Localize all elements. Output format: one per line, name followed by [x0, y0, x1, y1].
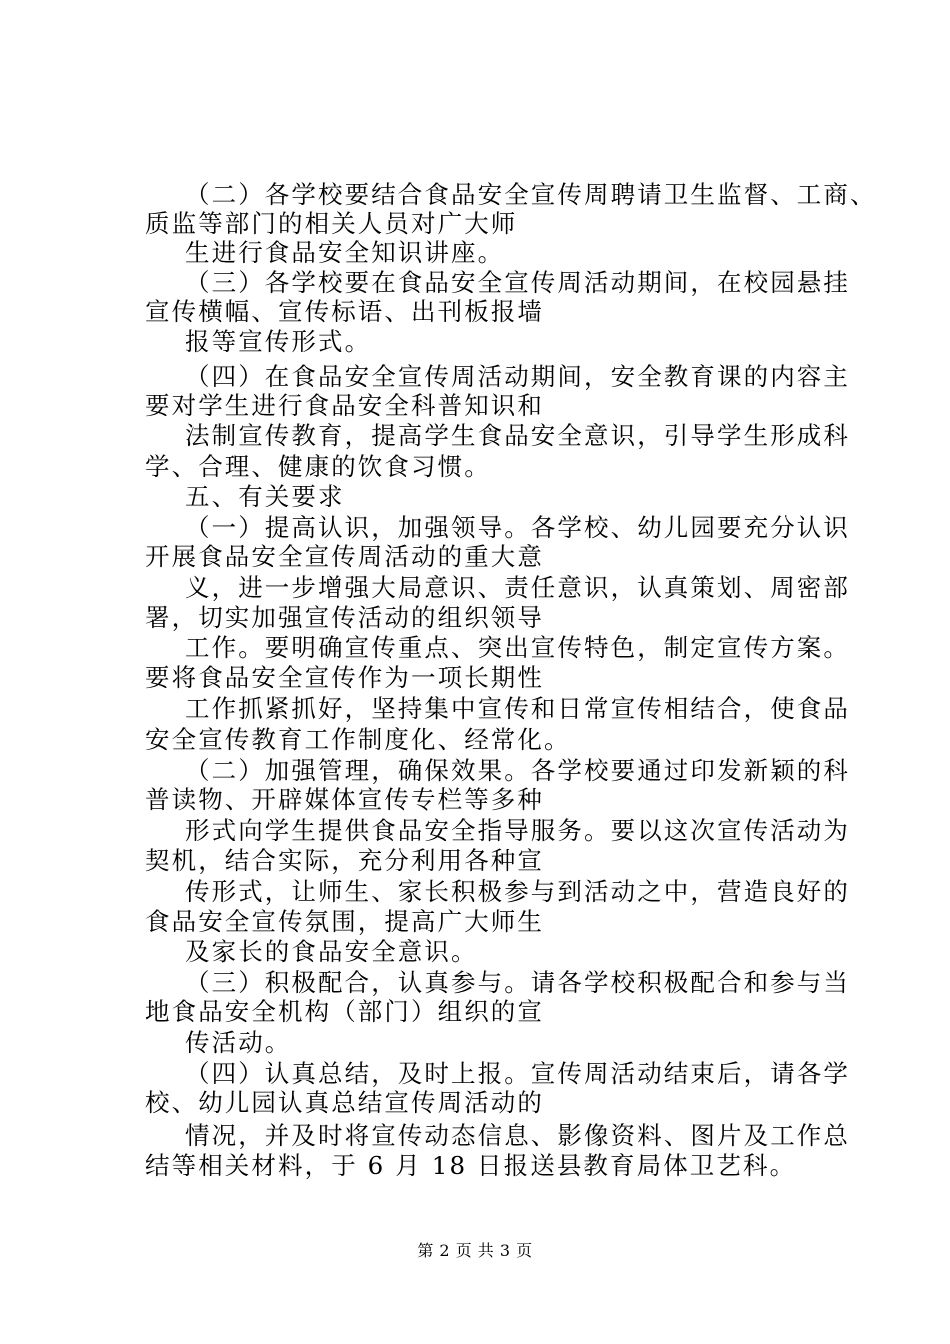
body-line: 形式向学生提供食品安全指导服务。要以这次宣传活动为 [185, 816, 850, 845]
body-line: （三）积极配合，认真参与。请各学校积极配合和参与当 [185, 968, 850, 997]
body-line: 法制宣传教育，提高学生食品安全意识，引导学生形成科 [185, 421, 850, 450]
body-line: 校、幼儿园认真总结宣传周活动的 [145, 1088, 544, 1117]
body-line: 义，进一步增强大局意识、责任意识，认真策划、周密部 [185, 573, 850, 602]
body-line: （四）认真总结，及时上报。宣传周活动结束后，请各学 [185, 1059, 850, 1088]
body-line: 契机，结合实际，充分利用各种宣 [145, 846, 544, 875]
body-line: 署，切实加强宣传活动的组织领导 [145, 603, 544, 632]
body-line: （一）提高认识，加强领导。各学校、幼儿园要充分认识 [185, 513, 850, 542]
body-line: 普读物、开辟媒体宣传专栏等多种 [145, 785, 544, 814]
body-line: （四）在食品安全宣传周活动期间，安全教育课的内容主 [185, 362, 850, 391]
body-line: 地食品安全机构（部门）组织的宣 [145, 997, 544, 1026]
body-line: 要对学生进行食品安全科普知识和 [145, 391, 544, 420]
body-line: 宣传横幅、宣传标语、出刊板报墙 [145, 297, 544, 326]
body-line: （三）各学校要在食品安全宣传周活动期间，在校园悬挂 [185, 268, 850, 297]
section-heading: 五、有关要求 [185, 482, 345, 511]
body-line: 开展食品安全宣传周活动的重大意 [145, 542, 544, 571]
body-line: 结等相关材料，于 6 月 18 日报送县教育局体卫艺科。 [145, 1151, 797, 1180]
body-line: 学、合理、健康的饮食习惯。 [145, 452, 491, 481]
body-line: （二）各学校要结合食品安全宣传周聘请卫生监督、工商、 [185, 180, 877, 209]
body-line: 情况，并及时将宣传动态信息、影像资料、图片及工作总 [185, 1121, 850, 1150]
body-line: （二）加强管理，确保效果。各学校要通过印发新颖的科 [185, 756, 850, 785]
body-line: 食品安全宣传氛围，提高广大师生 [145, 907, 544, 936]
body-line: 工作抓紧抓好，坚持集中宣传和日常宣传相结合，使食品 [185, 694, 850, 723]
body-line: 质监等部门的相关人员对广大师 [145, 209, 518, 238]
body-line: 要将食品安全宣传作为一项长期性 [145, 663, 544, 692]
body-line: 安全宣传教育工作制度化、经常化。 [145, 725, 571, 754]
body-line: 报等宣传形式。 [185, 327, 372, 356]
body-line: 生进行食品安全知识讲座。 [185, 238, 505, 267]
body-line: 及家长的食品安全意识。 [185, 937, 478, 966]
body-line: 传活动。 [185, 1028, 292, 1057]
body-line: 传形式，让师生、家长积极参与到活动之中，营造良好的 [185, 877, 850, 906]
body-line: 工作。要明确宣传重点、突出宣传特色，制定宣传方案。 [185, 633, 850, 662]
page-number-footer: 第 2 页 共 3 页 [417, 1241, 533, 1260]
